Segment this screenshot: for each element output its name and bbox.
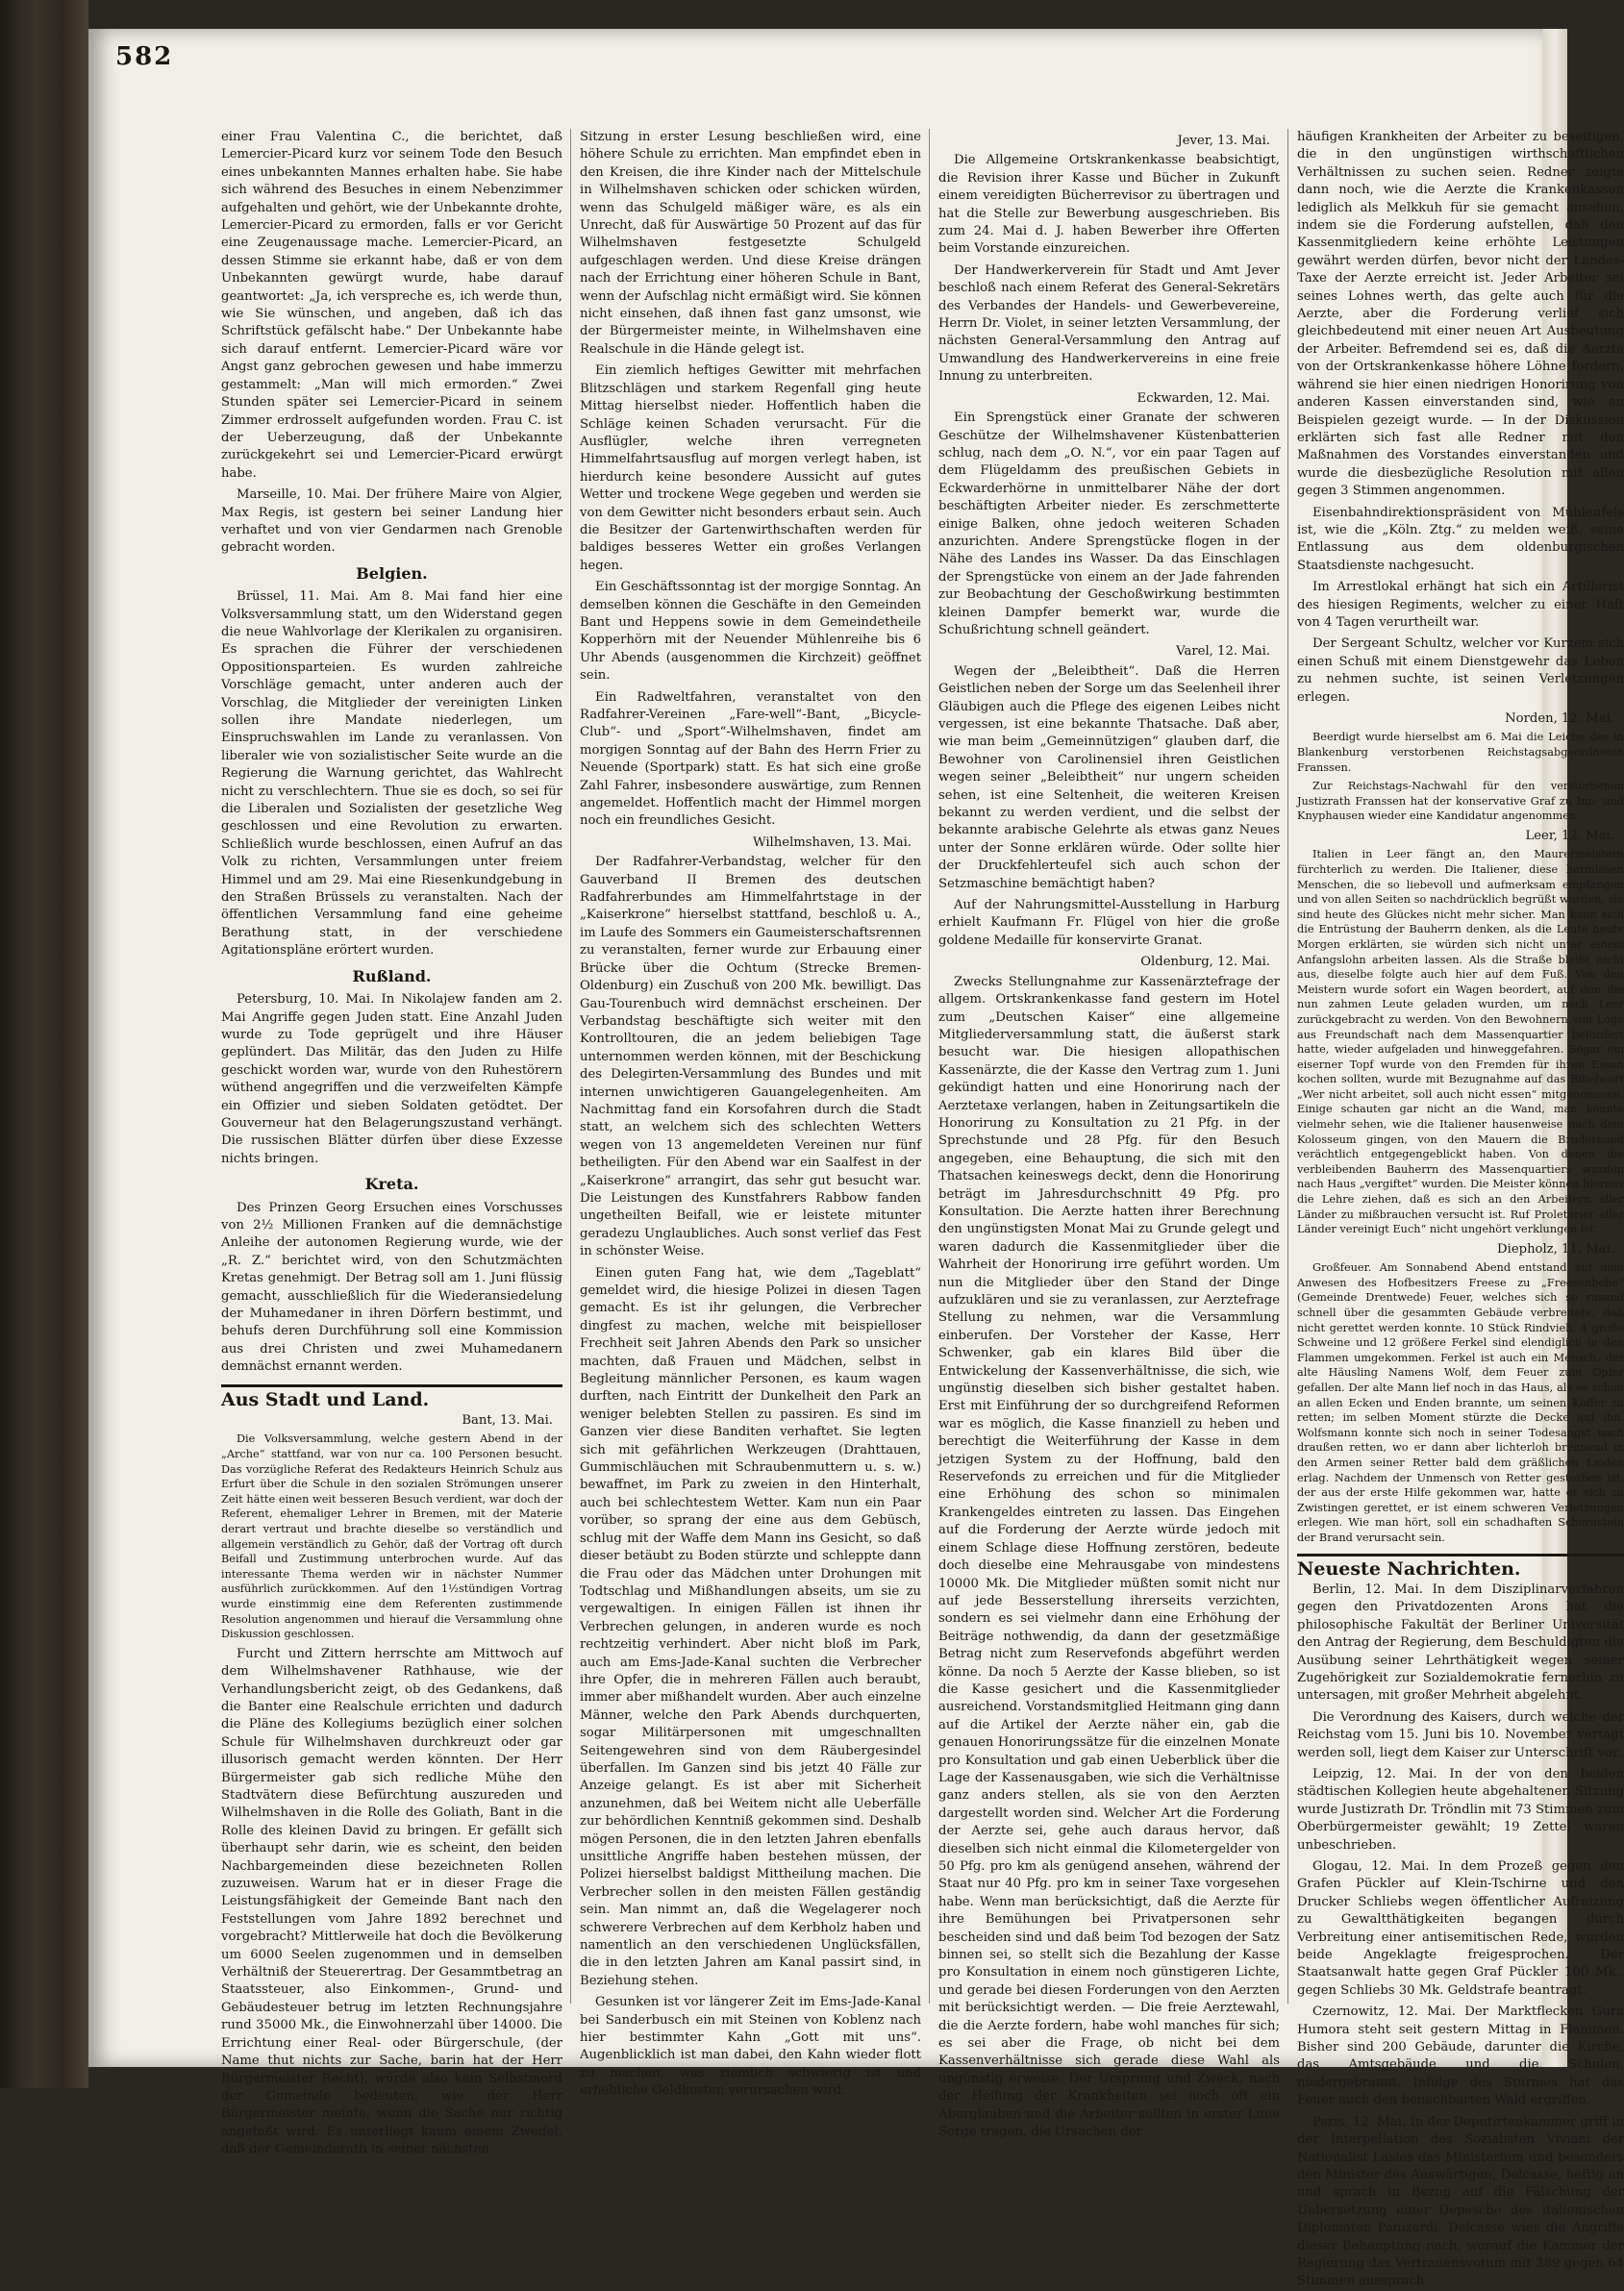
paragraph: Glogau, 12. Mai. In dem Prozeß gegen den Grafen Pückler auf Klein-Tschirne und den Drucker Schliebs wegen öffentlicher Aufreizung zu Gewaltthätigkeiten begangen durch Verbreitung einer antisemitischen Rede, wurden beide Angeklagte freigesprochen. Der Staatsanwalt hatte gegen Graf Pückler 100 Mk., gegen Schliebs 30 Mk. Geldstrafe beantragt. [1297,1859,1624,1998]
paragraph: Czernowitz, 12. Mai. Der Marktflecken Gura Humora steht seit gestern Mittag in Flammen. Bisher sind 200 Gebäude, darunter die Kirche, das Amtsgebäude und die Schulen, niedergebrannt. Infolge des Sturmes hat das Feuer auch den benachbarten Wald ergriffen. [1297,2005,1624,2108]
paragraph: Ein Radweltfahren, veranstaltet von den Radfahrer-Vereinen „Fare-well“-Bant, „Bicycle-Club“- und „Sport“-Wilhelmshaven, findet am morgigen Sonntag auf der Bahn des Herrn Frier zu Neuende (Sportpark) statt. Es hat sich eine große Zahl Fahrer, insbesondere auswärtige, zum Rennen angemeldet. Hoffentlich macht der Himmel morgen noch ein freundliches Gesicht. [580,689,921,829]
paragraph: Zwecks Stellungnahme zur Kassenärztefrage der allgem. Ortskrankenkasse fand gestern im Hotel zum „Deutschen Kaiser“ eine allgemeine Mitgliederversammlung statt, die äußerst stark besucht war. Die hiesigen allopathischen Kassenärzte, die der Kasse den Vertrag zum 1. Juni gekündigt hatten und eine Honorirung nach der Aerztetaxe verlangen, haben in Zeitungsartikeln die Honorirung zu Konsultation zu 21 Pfg. in der Sprechstunde und 28 Pfg. für den Besuch angegeben, eine Behauptung, die sich mit den Thatsachen keineswegs deckt, denn die Honorirung beträgt im Jahresdurchschnitt 49 Pfg. pro Konsultation. Die Aerzte hatten ihrer Berechnung den ungünstigsten Monat Mai zu Grunde gelegt und waren dadurch die Kassenmitglieder über die Wahrheit der Honorirung irre geführt worden. Um nun die Mitglieder über den Stand der Dinge aufzuklären und sie zu veranlassen, zur Aerztefrage Stellung zu nehmen, war die Versammlung einberufen. Der Vorsteher der Kasse, Herr Schwenker, gab ein klares Bild über die Entwickelung der Kassenverhältnisse, die sich, wie ungünstig dieselben sich bisher gestaltet haben. Erst mit Einführung der so durchgreifend Reformen war es möglich, die Kasse finanziell zu heben und berechtigt die Weiterführung der Kasse in dem jetzigen System zu der Hoffnung, bald den Reservefonds zu erreichen und für die Mitglieder eine Erhöhung des schon so minimalen Krankengeldes eintreten zu lassen. Das Eingehen auf die Forderung der Aerzte würde jedoch mit einem Schlage diese Hoffnung zerstören, bedeute doch dieselbe eine Mehrausgabe von mindestens 10000 Mk. Die Mitglieder müßten somit nicht nur auf jede Besserstellung ihrerseits verzichten, sondern es sei vielmehr dann eine Erhöhung der Beiträge nothwendig, da dann der gesetzmäßige Betrag nicht zum Reservefonds abgeführt werden könne. Da noch 5 Aerzte der Kasse blieben, so ist die Kasse gesichert und die Kassenmitglieder ausreichend. Vorstandsmitglied Heitmann ging dann auf die Artikel der Aerzte näher ein, gab die genauen Honorirungssätze für die einzelnen Monate pro Konsultation und gab einen Ueberblick über die Lage der Kassenausgaben, wie sich die Verhältnisse ganz anders stellen, als sie von den Aerzten dargestellt worden sind. Welcher Art die Forderung der Aerzte sei, gehe auch daraus hervor, daß dieselben sich nicht einmal die Kilometergelder von 50 Pfg. pro km als genügend ansehen, während der Staat nur 40 Pfg. pro km in seiner Taxe vorgesehen habe. Wenn man berücksichtigt, daß die Aerzte für ihre Bemühungen bei Privatpersonen sehr bescheiden sind und daß beim Tod bezogen der Satz binnen sei, so stellt sich die Bezahlung der Kasse pro Konsultation in einem noch günstigeren Lichte, und gerade bei diesen Forderungen von den Aerzten mit berücksichtigt werden. — Die freie Aerztewahl, die die Aerzte fordern, habe wohl manches für sich; es sei aber die Frage, ob nicht bei dem Kassenverhältnisse sich gerade diese Wahl als ungünstig erweise. Der Ursprung und Zweck, nach der Heilung der Krankheiten sei noch oft ein Aberglauben und die Arbeiter sollten in erster Linie Sorge tragen, die Ursachen der [938,974,1280,2140]
paragraph: Paris, 12. Mai. In der Deputirtenkammer griff in der Interpellation des Sozialisten Viviani der Nationalist Lasies das Ministerium und besonders den Minister des Auswärtigen, Delcasse, heftig an und sprach in Bezug auf die Fälschung der Uebersetzung einer Depesche des italienischen Diplomaten Panizardi. Delcasse wies die Angriffe dieser Behauptung nach, worauf die Kammer der Regierung das Vertrauensvotum mit 389 gegen 64 Stimmen aussprach. [1297,2114,1624,2289]
paragraph: einer Frau Valentina C., die berichtet, daß Lemercier-Picard kurz vor seinem Tode den Besuch eines unbekannten Mannes erhalten habe. Sie habe sich während des Besuches in einem Nebenzimmer aufgehalten und gehört, wie der Unbekannte drohte, Lemercier-Picard zu ermorden, falls er vor Gericht eine Zeugenaussage mache. Lemercier-Picard, an dessen Stimme sie erkannt habe, daß er von dem Unbekannten gewürgt wurde, habe darauf geantwortet: „Ja, ich verspreche es, ich werde thun, wie Sie wünschen, und angeben, daß ich das Schriftstück gefälscht habe.“ Der Unbekannte habe sich darauf entfernt. Lemercier-Picard wäre vor Angst ganz gebrochen gewesen und habe immerzu gestammelt: „Man will mich ermorden.“ Zwei Stunden später sei Lemercier-Picard in seinem Zimmer erdrosselt aufgefunden worden. Frau C. ist der Ueberzeugung, daß der Unbekannte zurückgekehrt sei und Lemercier-Picard erwürgt habe. [221,130,562,481]
dateline: Oldenburg, 12. Mai. [1140,955,1270,970]
column-rule [570,129,571,2004]
paragraph: Ein Geschäftssonntag ist der morgige Sonntag. An demselben können die Geschäfte in den Gemeinden Bant und Heppens sowie in dem Gemeindetheile Kopperhörn mit der Neuender Mühlenreihe bis 6 Uhr Abends (ausgenommen die Kirchzeit) geöffnet sein. [580,580,921,684]
dateline: Leer, 12. Mai. [1525,828,1614,843]
column-4 [1297,129,1624,2289]
paragraph: Der Handwerkerverein für Stadt und Amt Jever beschloß nach einem Referat des General-Sekretärs des Verbandes der Handels- und Gewerbevereine, Herrn Dr. Violet, in seiner letzten Versammlung, der nächsten General-Versammlung den Antrag auf Umwandlung des Handwerkervereins in eine freie Innung zu unterbreiten. [938,262,1280,385]
paragraph: Beerdigt wurde hierselbst am 6. Mai die Leiche des in Blankenburg verstorbenen Reichstagsabgeordneten Franssen. [1297,731,1624,774]
paragraph: Leipzig, 12. Mai. In der von den beiden städtischen Kollegien heute abgehaltenen Sitzung wurde Justizrath Dr. Tröndlin mit 73 Stimmen zum Oberbürgermeister gewählt; 19 Zettel waren unbeschrieben. [1297,1766,1624,1853]
paragraph: Brüssel, 11. Mai. Am 8. Mai fand hier eine Volksversammlung statt, um den Widerstand gegen die neue Wahlvorlage der Klerikalen zu organisiren. Es sprachen die Führer der verschiedenen Oppositionsparteien. Es wurden zahlreiche Vorschläge gemacht, unter anderen auch der Vorschlag, die Mitglieder der vereinigten Linken sollen ihre Mandate niederlegen, um Einspruchswahlen im Lande zu veranlassen. Von liberaler wie von sozialistischer Seite wurde an die Regierung die Warnung gerichtet, das Wahlrecht nicht zu verschlechtern. Thue sie es doch, so sei für die Liberalen und Sozialisten der gesetzliche Weg geschlossen und eine Revolution zu erwarten. Schließlich wurde beschlossen, einen Aufruf an das Volk zu richten, Versammlungen unter freiem Himmel und am 29. Mai eine Riesenkundgebung in den Straßen Brüssels zu veranstalten. Nach der öffentlichen Versammlung fand eine geheime Berathung statt, in der verschiedene Agitationspläne erörtert wurden. [221,589,562,959]
section-heading-kreta: Kreta. [364,1175,419,1194]
page-number: 582 [115,42,174,71]
paragraph: Zur Reichstags-Nachwahl für den verstorbenen Justizrath Franssen hat der konservative Graf zu Inn- und Knyphausen wieder eine Kandidatur angenommen. [1297,780,1624,823]
paragraph: Die Volksversammlung, welche gestern Abend in der „Arche“ stattfand, war von nur ca. 100 Personen besucht. Das vorzügliche Referat des Redakteurs Heinrich Schulz aus Erfurt über die Schule in den sozialen Strömungen unserer Zeit hätte einen weit besseren Besuch verdient, war doch der Referent, ehemaliger Lehrer in Bremen, mit der Materie derart vertraut und brachte dieselbe so verständlich und allgemein verständlich zu Gehör, daß der Vortrag oft durch Beifall und Zustimmung unterbrochen wurde. Auf das interessante Thema werden wir in nächster Nummer ausführlich zurückkommen. Auf den 1½stündigen Vortrag wurde einstimmig eine dem Referenten zustimmende Resolution angenommen und hierauf die Versammlung ohne Diskussion geschlossen. [221,1432,562,1641]
paragraph: Der Sergeant Schultz, welcher vor Kurzem sich einen Schuß mit einem Dienstgewehr das Leben zu nehmen suchte, ist seinen Verletzungen erlegen. [1297,636,1624,705]
column-rule [929,129,930,2004]
dateline: Eckwarden, 12. Mai. [1137,390,1270,406]
section-heading-russland: Rußland. [352,966,432,985]
section-heading-stadt-und-land: Aus Stadt und Land. [221,1384,562,1408]
paragraph: Furcht und Zittern herrschte am Mittwoch auf dem Wilhelmshavener Rathhause, wie der Verhandlungsbericht zeigt, ob des Gedankens, daß die Banter eine Realschule errichten und dadurch die Pläne des Kollegiums bezüglich einer solchen Schule für Wilhelmshaven durchkreuzt oder gar illusorisch gemacht werden könnten. Der Herr Bürgermeister gab sich redliche Mühe den Stadtvätern diese Befürchtung auszureden und Wilhelmshaven in die Rolle des Goliath, Bant in die Rolle des kleinen David zu bringen. Er gefällt sich überhaupt sehr darin, wie es scheint, den beiden Nachbargemeinden diese bezeichneten Rollen zuzuweisen. Warum hat er in dieser Frage die Leistungsfähigkeit der Gemeinde Bant nach den Feststellungen vom Jahre 1892 berechnet und vorgebracht? Mittlerweile hat doch die Bevölkerung um 6000 Seelen zugenommen und in demselben Verhältniß der Steuerertrag. Der Gesammtbetrag an Staatssteuer, also Einkommen-, Grund- und Gebäudesteuer betrug im letzten Rechnungsjahre rund 35000 Mk., die Einwohnerzahl über 14000. Die Errichtung einer Real- oder Bürgerschule, (der Name thut nichts zur Sache, barin hat der Herr Bürgermeister Recht), würde also kein Selbstmord der Gemeinde bedeuten, wie der Herr Bürgermeister meinte, wenn die Sache nur richtig angefaßt wird. Es unterliegt kaum einem Zweifel, daß der Gemeinderath in seiner nächsten [221,1646,562,2157]
column-rule [1287,129,1288,2004]
paragraph: Einen guten Fang hat, wie dem „Tageblatt“ gemeldet wird, die hiesige Polizei in diesen Tagen gemacht. Es ist ihr gelungen, die Verbrecher dingfest zu machen, welche mit beispielloser Frechheit seit Jahren Abends den Park so unsicher machten, daß Frauen und Mädchen, selbst in Begleitung männlicher Personen, es kaum wagen durften, nach Eintritt der Dunkelheit den Park an weniger belebten Stellen zu passiren. Es sind im Ganzen vier diese Banditen verhaftet. Sie legten sich mit gefährlichen Werkzeugen (Drahttauen, Gummischläuchen mit Schraubenmuttern u. s. w.) bewaffnet, im Park zu zweien in den Hinterhalt, auch bei schlechtestem Wetter. Kam nun ein Paar vorüber, so sprang der eine aus dem Gebüsch, schlug mit der Waffe dem Mann ins Gesicht, so daß dieser betäubt zu Boden stürzte und schleppte dann die Frau oder das Mädchen unter Drohungen mit Todtschlag und Mißhandlungen abseits, um sie zu vergewaltigen. In einigen Fällen ist ihnen ihr Verbrechen gelungen, in anderen wurde es noch rechtzeitig verhindert. Aber nicht bloß im Park, auch am Ems-Jade-Kanal suchten die Verbrecher ihre Opfer, die in mehreren Fällen auch beraubt, immer aber mißhandelt wurden. Aber auch einzelne Männer, welche den Park Abends durchquerten, sogar Militärpersonen mit umgeschnallten Seitengewehren sind von dem Räubergesindel überfallen. Im Ganzen sind bis jetzt 40 Fälle zur Anzeige gelangt. Es ist aber mit Sicherheit anzunehmen, daß bei Weitem nicht alle Ueberfälle zur behördlichen Kenntniß gekommen sind. Deshalb mögen Personen, die in den letzten Jahren ebenfalls unsittliche Angriffe haben bestehen müssen, der Polizei hierselbst baldigst Mittheilung machen. Die Verbrecher sollen in den meisten Fällen geständig sein. Man nimmt an, daß die Wegelagerer noch schwerere Verbrechen auf dem Kerbholz haben und namentlich an den verschiedenen Unglücksfällen, die in den letzten Jahren am Kanal passirt sind, in Beziehung stehen. [580,1265,921,1988]
paragraph: Marseille, 10. Mai. Der frühere Maire von Algier, Max Regis, ist gestern bei seiner Landung hier verhaftet und von vier Gendarmen nach Grenoble gebracht worden. [221,487,562,556]
paragraph: Sitzung in erster Lesung beschließen wird, eine höhere Schule zu errichten. Man empfindet eben in den Kreisen, die ihre Kinder nach der Mittelschule in Wilhelmshaven schicken oder schicken würden, wenn das Schulgeld mäßiger wäre, es als ein Unrecht, daß für Auswärtige 50 Prozent auf das für Wilhelmshaven festgesetzte Schulgeld aufgeschlagen werden. Und diese Kreise drängen nach der Errichtung einer höheren Schule in Bant, wenn der Aufschlag nicht ermäßigt wird. Sie können nicht einsehen, daß ihnen fast ganz umsonst, wie der Bürgermeister meinte, in Wilhelmshaven eine Realschule in die Hände gelegt ist. [580,130,921,357]
paragraph: Ein ziemlich heftiges Gewitter mit mehrfachen Blitzschlägen und starkem Regenfall ging heute Mittag hierselbst nieder. Hoffentlich haben die Schläge keinen Schaden verursacht. Für die Ausflügler, welche ihren verregneten Himmelfahrtsausflug auf morgen verlegt haben, ist hierdurch keine besondere Aussicht auf gutes Wetter und trockene Wege gegeben und werden sie von dem Gewitter nicht besonders erbaut sein. Auch die Besitzer der Gartenwirthschaften werden für baldiges besseres Wetter ein großes Verlangen hegen. [580,363,921,573]
dateline: Wilhelmshaven, 13. Mai. [753,834,912,850]
dateline: Norden, 12. Mai. [1505,711,1614,726]
paragraph: Italien in Leer fängt an, den Maurermeistern fürchterlich zu werden. Die Italiener, diese harmlosen Menschen, die so liebevoll und aufmerksam empfangen und von allen Seiten so nachdrücklich begrüßt wurden, sie sind heute des Glückes nicht mehr sicher. Man kann sich die Entrüstung der Bauherrn denken, als die Leute heute Morgen erklärten, sie würden sich nicht unter einem Anfangslohn arbeiten lassen. Als die Straße bleibt nicht aus, dieselbe folgte auch hier auf dem Fuß. Von den Meistern wurde sofort ein Wagen beordert, auf den die nun zahmen Leute geladen wurden, um nach Leer zurückgebracht zu werden. Von den Bewohnern von Loga aus Freundschaft nach dem Massenquartier befördert hatte, wieder aufgeladen und hinweggefahren. Sogar ein eiserner Topf wurde von den Fremden für ihren Essen kochen sollten, wurde mit Bezugnahme auf das Bibelwort „Wer nicht arbeitet, soll auch nicht essen“ mitgenommen. Einige schauten gar nicht an die Wand, man konnte vielmehr sehen, wie die Italiener hausenweise nach dem Kolosseum gingen, von den Mauern die Bruderhand verächtlich entgegengeblickt haben. Von denen die verbleibenden Bauherrn des Massenquartiers wurden nach Haus „vergiftet“ wurden. Die Meister können hieraus die Lehre ziehen, daß es sich an den Arbeitern aller Länder zu mißbrauchen versucht ist. Ruf Proletarier aller Länder vereinigt Euch“ nicht ungehört verklungen ist. [1297,848,1624,1236]
section-heading-neueste-nachrichten: Neueste Nachrichten. [1297,1554,1624,1578]
paragraph: Petersburg, 10. Mai. In Nikolajew fanden am 2. Mai Angriffe gegen Juden statt. Eine Anzahl Juden wurde zu Tode geprügelt und ihre Häuser geplündert. Das Militär, das den Juden zu Hilfe geschickt worden war, wurde von den Ruhestörern wüthend angegriffen und die verzweifelten Kämpfe ein Offizier und sieben Soldaten getödtet. Der Gouverneur hat den Belagerungszustand verhängt. Die russischen Blätter dürfen über diese Exzesse nichts bringen. [221,992,562,1166]
paragraph: Des Prinzen Georg Ersuchen eines Vorschusses von 2½ Millionen Franken auf die demnächstige Anleihe der autonomen Regierung wurde, wie der „R. Z.“ berichtet wird, von den Schutzmächten Kretas genehmigt. Der Betrag soll am 1. Juni flüssig gemacht, ausschließlich für die Wiederansiedelung der Muhamedaner in ihren Dörfern bestimmt, und behufs deren Durchführung soll eine Kommission aus drei Christen und zwei Muhamedanern demnächst ernannt werden. [221,1200,562,1375]
book-binding [0,0,88,2088]
dateline: Varel, 12. Mai. [1176,644,1270,660]
paragraph: häufigen Krankheiten der Arbeiter zu beseitigen, die in den ungünstigen wirthschaftlichen Verhältnissen zu suchen seien. Redner zeigte dann noch, wie die Aerzte die Krankenkassen lediglich als Melkkuh für sie gemacht ansehen, indem sie die Forderung aufstellen, daß den Kassenmitgliedern keine erhöhte Leistungen gewährt werden dürfen, bevor nicht der Landes-Taxe der Aerzte erreicht ist. Jeder Arbeiter sei seines Lohnes werth, das gelte auch für die Aerzte, aber die Forderung verlief sich gleichbedeutend mit einer neuen Art Ausbeutung der Arbeiter. Befremdend sei es, daß die Aerzte von der Ortskrankenkasse höhere Löhne fordern, während sie hier einen niedrigen Honorirung von anderen Kassen einverstanden sind, wie an Beispielen gezeigt wurde. — In der Diskussion erklärten sich fast alle Redner mit den Maßnahmen des Vorstandes einverstanden und wurde die diesbezügliche Resolution mit allen gegen 3 Stimmen angenommen. [1297,130,1624,499]
section-heading-belgien: Belgien. [356,563,428,583]
paragraph: Die Allgemeine Ortskrankenkasse beabsichtigt, die Revision ihrer Kasse und Bücher in Zukunft einem vereidigten Bücherrevisor zu übertragen und hat die Stelle zur Bewerbung ausgeschrieben. Bis zum 24. Mai d. J. haben Bewerber ihre Offerten beim Vorstande einzureichen. [938,153,1280,257]
paragraph: Gesunken ist vor längerer Zeit im Ems-Jade-Kanal bei Sanderbusch ein mit Steinen von Koblenz nach hier bestimmter Kahn „Gott mit uns“. Augenblicklich ist man dabei, den Kahn wieder flott zu machen, was ziemlich schwierig ist und erhebliche Geldkosten verursachen wird. [580,1995,921,2099]
dateline: Diepholz, 11. Mai. [1497,1241,1614,1257]
paragraph: Im Arrestlokal erhängt hat sich ein Artillerist des hiesigen Regiments, welcher zu einer Haft von 4 Tagen verurtheilt war. [1297,580,1624,630]
dateline: Jever, 13. Mai. [1177,134,1270,148]
paragraph: Auf der Nahrungsmittel-Ausstellung in Harburg erhielt Kaufmann Fr. Flügel von hier die große goldene Medaille für konservirte Granat. [938,898,1280,948]
paragraph: Ein Sprengstück einer Granate der schweren Geschütze der Wilhelmshavener Küstenbatterien schlug, nach dem „O. N.“, vor ein paar Tagen auf dem Flügeldamm des preußischen Gebiets in Eckwarderhörne in unmittelbarer Nähe der dort beschäftigten Arbeiter nieder. Es zerschmetterte einige Balken, ohne jedoch weiteren Schaden anzurichten. Andere Sprengstücke flogen in der Nähe des Landes ins Wasser. Da das Einschlagen der Sprengstücke von einem an der Jade fahrenden zur Beobachtung der Geschoßwirkung bestimmten kleinen Dampfer bemerkt war, wurde die Schußrichtung schnell geändert. [938,411,1280,637]
paragraph: Eisenbahndirektionspräsident von Mühlenfels ist, wie die „Köln. Ztg.“ zu melden weiß, seine Entlassung aus dem oldenburgischen Staatsdienste nachgesucht. [1297,505,1624,573]
column-3 [938,129,1280,2140]
paragraph: Berlin, 12. Mai. In dem Disziplinarverfahren gegen den Privatdozenten Arons hat die philosophische Fakultät der Berliner Universität den Antrag der Regierung, dem Beschuldigten die Ausübung seiner Lehrthätigkeit wegen seiner Zugehörigkeit zur Sozialdemokratie fernerhin zu untersagen, mit großer Mehrheit abgelehnt. [1297,1581,1624,1704]
paragraph: Der Radfahrer-Verbandstag, welcher für den Gauverband II Bremen des deutschen Radfahrerbundes am Himmelfahrtstage in der „Kaiserkrone“ hierselbst stattfand, beschloß u. A., im Laufe des Sommers ein Gaumeisterschaftsrennen zu veranstalten, ferner wurde zur Erbauung einer Brücke über die Ochtum (Strecke Bremen-Oldenburg) ein Zuschuß von 200 Mk. bewilligt. Das Gau-Tourenbuch wird demnächst erscheinen. Der Verbandstag beschäftigte sich weiter mit den Kontrolltouren, die an jedem beliebigen Tage unternommen werden können, mit der Beschickung des Delegirten-Versammlung des Bundes und mit internen unwichtigeren Gauangelegenheiten. Am Nachmittag fand ein Korsofahren durch die Stadt statt, an welchem sich des schlechten Wetters wegen von 13 angemeldeten Vereinen nur fünf betheiligten. Für den Abend war ein Saalfest in der „Kaiserkrone“ arrangirt, das sehr gut besucht war. Die Leistungen des Kunstfahrers Rabbow fanden ungetheilten Beifall, wie er leistete mitunter geradezu Unglaubliches. Auch sonst verlief das Fest in schönster Weise. [580,855,921,1259]
paragraph: Wegen der „Beleibtheit“. Daß die Herren Geistlichen neben der Sorge um das Seelenheil ihrer Gläubigen auch die Pflege des eigenen Leibes nicht vergessen, ist eine bekannte Thatsache. Daß aber, wie man beim „Gemeinnützigen“ glauben darf, die Bewohner von Carolinensiel ihren Geistlichen wegen seiner „Beleibtheit“ nur ungern scheiden sehen, ist eine Seltenheit, die weiteren Kreisen bekannt zu werden verdient, und die selbst der bekannte arabische Gelehrte als etwas ganz Neues unter der Sonne erklären würde. Oder sollte hier der Druckfehlerteufel sich auch schon der Setzmaschine bemächtigt haben? [938,663,1280,891]
column-2 [580,129,921,2099]
dateline: Bant, 13. Mai. [462,1413,553,1429]
paragraph: Die Verordnung des Kaisers, durch welche der Reichstag vom 15. Juni bis 10. November vertagt werden soll, liegt dem Kaiser zur Unterschrift vor. [1297,1709,1624,1760]
column-1 [221,129,562,2157]
paragraph: Großfeuer. Am Sonnabend Abend entstand auf dem Anwesen des Hofbesitzers Freese zu „Freesenbohe“ (Gemeinde Drentwede) Feuer, welches sich so rasend schnell über die gesammten Gebäude verbreitete, daß nicht gerettet werden konnte. 10 Stück Rindvieh, 4 große Schweine und 12 größere Ferkel sind elendiglich in den Flammen umgekommen. Ferkel ist auch ein Mensch, der alte Häusling Namens Wolf, dem Feuer zum Opfer gefallen. Der alte Mann lief noch in das Haus, als es schon an allen Ecken und Enden brannte, um seinen Koffer zu retten; im selben Moment stürzte die Decke auf ihn. Wolfsmann konnte sich noch in seiner Todesangst nach draußen retten, wo er dann aber lichterloh brennend in den Armen seiner Retter bald dem gräßlichen Leiden erlag. Nachdem der Unmensch von Retter gestorben ist, der aus der erste Hilfe gekommen war, hatte er sich zu Zwistingen gerettet, er ist einem schweren Verletzungen erlegen. Wie man hört, soll ein schadhaften Schornstein der Brand verursacht sein. [1297,1261,1624,1544]
